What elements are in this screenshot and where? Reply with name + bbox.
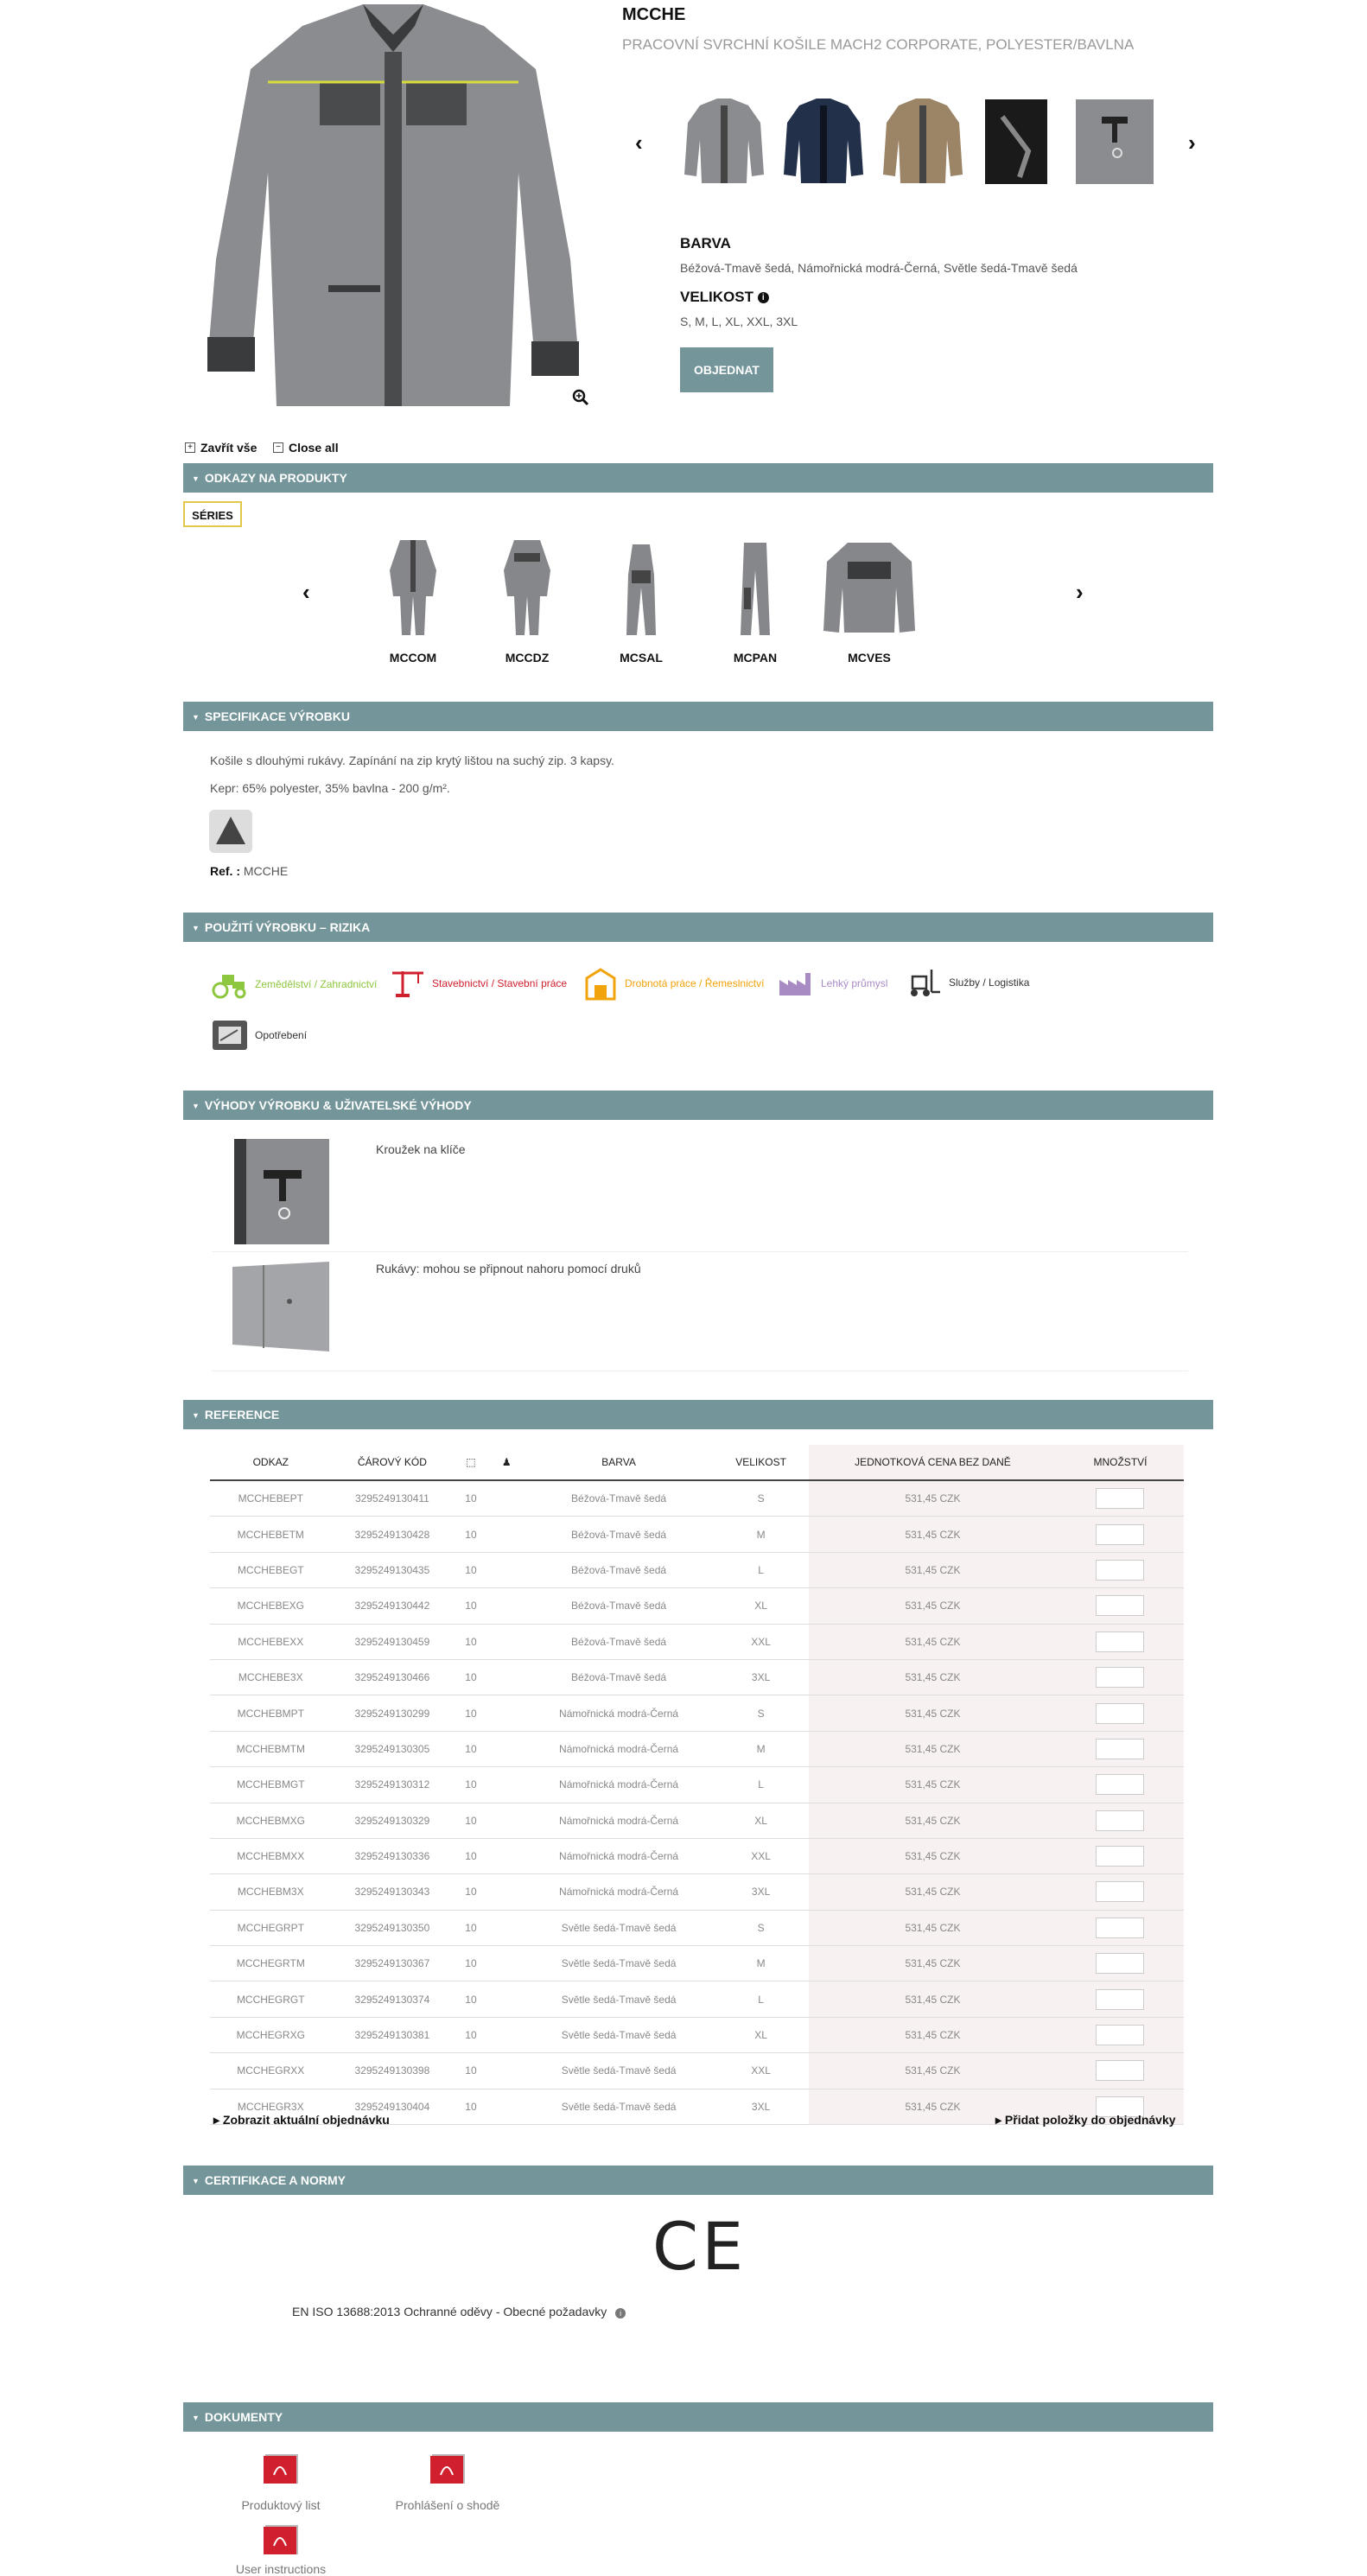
caret-down-icon: ▼ [192,713,200,722]
product-main-image[interactable] [190,0,596,415]
cell-empty [489,1517,525,1552]
cell-price: 531,45 CZK [809,1910,1057,1945]
cell-empty [489,2017,525,2052]
caret-down-icon: ▼ [192,924,200,933]
cell-size: XXL [713,2053,809,2089]
cell-quantity [1057,1624,1184,1659]
series-item-label: MCSAL [620,651,663,665]
trousers-image [725,536,785,639]
doc-label: Produktový list [241,2498,321,2512]
cell-size: L [713,1767,809,1803]
cell-quantity [1057,1517,1184,1552]
risk-label: Zemědělství / Zahradnictví [255,978,378,990]
cell-reference: MCCHEBEXG [210,1588,332,1624]
cell-color: Světle šedá-Tmavě šedá [525,1910,713,1945]
quantity-input[interactable] [1096,1739,1144,1759]
table-row [210,1946,1184,1981]
cell-size: XL [713,2017,809,2052]
cell-pack-qty: 10 [453,2017,488,2052]
cell-empty [489,2089,525,2124]
col-header-box-icon: ⬚ [453,1445,488,1480]
cell-barcode: 3295249130299 [332,1695,454,1731]
crane-icon [391,968,425,999]
cell-empty [489,1910,525,1945]
cell-empty [489,1981,525,2017]
cell-barcode: 3295249130404 [332,2089,454,2124]
cell-size: M [713,1731,809,1766]
cell-pack-qty: 10 [453,1588,488,1624]
expand-all-toggle[interactable] [185,441,257,455]
quantity-input[interactable] [1096,1595,1144,1616]
section-header-certs[interactable] [183,2166,1213,2195]
caret-down-icon: ▼ [192,474,200,484]
cell-size: M [713,1946,809,1981]
brand-triangle-icon [209,810,252,853]
thumbnail-grey[interactable] [683,97,766,187]
cell-empty [489,1874,525,1910]
pdf-icon [262,2452,300,2485]
cell-color: Námořnická modrá-Černá [525,1838,713,1873]
quantity-input[interactable] [1096,2025,1144,2045]
section-title: DOKUMENTY [204,2410,283,2424]
cell-barcode: 3295249130435 [332,1552,454,1587]
cell-pack-qty: 10 [453,1946,488,1981]
pdf-icon [262,2523,300,2556]
col-header: VELIKOST [713,1445,809,1480]
series-item-label: MCCDZ [505,651,550,665]
quantity-input[interactable] [1096,1631,1144,1652]
cell-price: 531,45 CZK [809,1659,1057,1695]
benefit-text: Kroužek na klíče [376,1142,466,1156]
quantity-input[interactable] [1096,1810,1144,1831]
cell-empty [489,1552,525,1587]
ce-mark: CE [652,2208,747,2285]
cell-price: 531,45 CZK [809,2089,1057,2124]
cell-pack-qty: 10 [453,1624,488,1659]
show-order-link[interactable]: ▸ Zobrazit aktuální objednávku [213,2113,390,2127]
section-header-benefits[interactable] [183,1091,1213,1120]
cell-barcode: 3295249130428 [332,1517,454,1552]
col-header: BARVA [525,1445,713,1480]
spec-description: Košile s dlouhými rukávy. Zapínání na zip krytý lištou na suchý zip. 3 kapsy. [210,754,614,767]
table-row [210,1767,1184,1803]
cell-quantity [1057,2053,1184,2089]
table-row [210,2017,1184,2052]
cell-price: 531,45 CZK [809,1767,1057,1803]
caret-down-icon: ▼ [192,2414,200,2423]
cell-quantity [1057,1803,1184,1838]
cell-empty [489,1695,525,1731]
cell-quantity [1057,2017,1184,2052]
col-header-person-icon: ♟ [489,1445,525,1480]
cell-price: 531,45 CZK [809,1946,1057,1981]
cell-color: Světle šedá-Tmavě šedá [525,1981,713,2017]
product-subtitle: PRACOVNÍ SVRCHNÍ KOŠILE MACH2 CORPORATE, POLYESTER/BAVLNA [622,36,1135,53]
cell-color: Béžová-Tmavě šedá [525,1552,713,1587]
cell-empty [489,1767,525,1803]
cell-price: 531,45 CZK [809,1838,1057,1873]
section-title: VÝHODY VÝROBKU & UŽIVATELSKÉ VÝHODY [204,1098,472,1112]
coverall-zip-image [497,536,557,639]
cell-size: 3XL [713,1874,809,1910]
cell-barcode: 3295249130374 [332,1981,454,2017]
table-row [210,1659,1184,1695]
add-to-order-link[interactable]: ▸ Přidat položky do objednávky [995,2113,1176,2127]
series-item-mccom[interactable] [361,536,465,665]
add-to-order-label: Přidat položky do objednávky [1004,2113,1176,2127]
color-values: Béžová-Tmavě šedá, Námořnická modrá-Černá, Světle šedá-Tmavě šedá [680,261,1078,275]
section-header-links[interactable] [183,463,1213,493]
section-title: ODKAZY NA PRODUKTY [204,471,347,485]
cell-quantity [1057,1552,1184,1587]
cell-quantity [1057,1588,1184,1624]
cell-price: 531,45 CZK [809,2017,1057,2052]
spec-material: Kepr: 65% polyester, 35% bavlna - 200 g/m². [210,781,450,795]
cell-reference: MCCHEBEPT [210,1480,332,1517]
col-header: ČÁROVÝ KÓD [332,1445,454,1480]
quantity-input[interactable] [1096,1524,1144,1545]
cell-pack-qty: 10 [453,2053,488,2089]
quantity-input[interactable] [1096,1488,1144,1509]
cell-color: Béžová-Tmavě šedá [525,1480,713,1517]
cell-barcode: 3295249130459 [332,1624,454,1659]
cell-size: XL [713,1588,809,1624]
risk-agriculture [212,970,377,999]
cell-pack-qty: 10 [453,1803,488,1838]
cell-reference: MCCHEGRPT [210,1910,332,1945]
series-item-mcpan[interactable] [703,536,807,665]
plus-icon: + [185,442,195,453]
coverall-image [383,536,443,639]
bib-overall-image [611,536,671,639]
series-next-arrow[interactable]: › [1076,579,1084,605]
norm-text: EN ISO 13688:2013 Ochranné oděvy - Obecné požadavky [292,2305,607,2318]
cell-empty [489,1659,525,1695]
series-item-mcsal[interactable] [589,536,693,665]
risk-crafts [583,966,764,1001]
cell-size: XXL [713,1838,809,1873]
cell-price: 531,45 CZK [809,1731,1057,1766]
cell-price: 531,45 CZK [809,1517,1057,1552]
collapse-all-toggle[interactable] [273,441,339,455]
cell-quantity [1057,1910,1184,1945]
quantity-input[interactable] [1096,1989,1144,2010]
cell-barcode: 3295249130466 [332,1659,454,1695]
cell-reference: MCCHEBEXX [210,1624,332,1659]
table-row [210,1552,1184,1587]
doc-user-instructions[interactable] [212,2523,350,2576]
cell-empty [489,1588,525,1624]
risk-label: Drobnotá práce / Řemeslnictví [625,977,765,989]
key-ring-image [234,1139,329,1244]
cell-reference: MCCHEBETM [210,1517,332,1552]
workshop-icon [583,966,618,1001]
benefit-row [212,1139,1188,1252]
quantity-input[interactable] [1096,1881,1144,1902]
cell-size: L [713,1552,809,1587]
info-icon[interactable]: i [758,292,769,303]
section-header-reference[interactable] [183,1400,1213,1429]
cell-pack-qty: 10 [453,1981,488,2017]
cell-size: S [713,1480,809,1517]
thumbnail-navy[interactable] [782,97,865,187]
cell-barcode: 3295249130367 [332,1946,454,1981]
cell-pack-qty: 10 [453,1910,488,1945]
cell-price: 531,45 CZK [809,2053,1057,2089]
caret-down-icon: ▼ [192,2177,200,2186]
quantity-input[interactable] [1096,1918,1144,1938]
quantity-input[interactable] [1096,1846,1144,1867]
cell-color: Béžová-Tmavě šedá [525,1659,713,1695]
cell-pack-qty: 10 [453,1731,488,1766]
cell-price: 531,45 CZK [809,1695,1057,1731]
cell-size: 3XL [713,2089,809,2124]
cell-barcode: 3295249130312 [332,1767,454,1803]
risk-light-industry [778,970,887,997]
cell-reference: MCCHEBMXX [210,1838,332,1873]
series-item-label: MCVES [848,651,891,665]
cell-price: 531,45 CZK [809,1981,1057,2017]
cell-size: S [713,1910,809,1945]
cell-reference: MCCHEBMTM [210,1731,332,1766]
cell-color: Světle šedá-Tmavě šedá [525,2053,713,2089]
cell-quantity [1057,1874,1184,1910]
series-item-label: MCCOM [389,651,437,665]
thumb-prev-arrow[interactable]: ‹ [635,130,643,156]
doc-product-sheet[interactable] [212,2452,350,2512]
doc-declaration[interactable] [378,2452,517,2512]
cell-color: Námořnická modrá-Černá [525,1767,713,1803]
table-row [210,1910,1184,1945]
show-order-label: Zobrazit aktuální objednávku [222,2113,390,2127]
jacket-image [822,536,917,639]
cell-empty [489,1731,525,1766]
cell-barcode: 3295249130350 [332,1910,454,1945]
forklift-icon [906,968,942,997]
zoom-icon[interactable] [572,389,589,406]
cell-color: Béžová-Tmavě šedá [525,1588,713,1624]
cell-pack-qty: 10 [453,1517,488,1552]
cell-size: XXL [713,1624,809,1659]
cell-pack-qty: 10 [453,1659,488,1695]
quantity-input[interactable] [1096,1953,1144,1974]
cell-color: Světle šedá-Tmavě šedá [525,2089,713,2124]
table-row [210,1624,1184,1659]
color-label: BARVA [680,235,731,251]
ref-value: MCCHE [243,864,289,878]
factory-icon [778,970,814,997]
quantity-input[interactable] [1096,1703,1144,1724]
cell-empty [489,1838,525,1873]
cell-barcode: 3295249130381 [332,2017,454,2052]
quantity-input[interactable] [1096,2060,1144,2081]
collapse-all-label: Close all [289,441,339,455]
cell-barcode: 3295249130398 [332,2053,454,2089]
benefit-text: Rukávy: mohou se připnout nahoru pomocí druků [376,1262,641,1275]
col-header: ODKAZ [210,1445,332,1480]
risk-logistics [906,968,1029,997]
cell-price: 531,45 CZK [809,1588,1057,1624]
cell-pack-qty: 10 [453,1838,488,1873]
cell-size: XL [713,1803,809,1838]
cell-barcode: 3295249130329 [332,1803,454,1838]
cell-barcode: 3295249130305 [332,1731,454,1766]
series-item-label: MCPAN [733,651,778,665]
cell-price: 531,45 CZK [809,1552,1057,1587]
thumb-next-arrow[interactable]: › [1188,130,1196,156]
cell-size: L [713,1981,809,2017]
cell-barcode: 3295249130343 [332,1874,454,1910]
pdf-icon [429,2452,467,2485]
section-title: SPECIFIKACE VÝROBKU [204,709,350,723]
table-row [210,1517,1184,1552]
order-button[interactable]: OBJEDNAT [680,347,773,392]
cell-quantity [1057,1480,1184,1517]
table-row [210,1981,1184,2017]
ref-line [210,864,288,878]
col-header: JEDNOTKOVÁ CENA BEZ DANĚ [809,1445,1057,1480]
cell-color: Námořnická modrá-Černá [525,1874,713,1910]
table-row [210,1874,1184,1910]
doc-label: User instructions [235,2562,327,2576]
info-icon[interactable]: i [615,2308,626,2318]
cell-empty [489,2053,525,2089]
minus-icon: − [273,442,283,453]
table-row [210,2053,1184,2089]
reference-table [210,1445,1184,2125]
cell-reference: MCCHEBE3X [210,1659,332,1695]
cell-reference: MCCHEBMXG [210,1803,332,1838]
section-title: CERTIFIKACE A NORMY [204,2173,346,2187]
cell-reference: MCCHEGRXG [210,2017,332,2052]
cell-pack-qty: 10 [453,2089,488,2124]
risk-label: Stavebnictví / Stavební práce [432,977,568,989]
thumbnail-key-ring[interactable] [1076,99,1154,184]
table-row [210,1731,1184,1766]
size-label [680,289,769,306]
quantity-input[interactable] [1096,1667,1144,1688]
abrasion-icon [212,1020,248,1051]
cell-color: Béžová-Tmavě šedá [525,1517,713,1552]
cell-color: Námořnická modrá-Černá [525,1695,713,1731]
cell-quantity [1057,1981,1184,2017]
cell-pack-qty: 10 [453,1480,488,1517]
section-header-usage[interactable] [183,913,1213,942]
quantity-input[interactable] [1096,1774,1144,1795]
cell-reference: MCCHEBEGT [210,1552,332,1587]
cell-color: Světle šedá-Tmavě šedá [525,2017,713,2052]
caret-down-icon: ▼ [192,1411,200,1421]
cell-size: S [713,1695,809,1731]
cell-reference: MCCHEGRTM [210,1946,332,1981]
section-title: REFERENCE [204,1408,280,1422]
cell-quantity [1057,1659,1184,1695]
cell-reference: MCCHEBMPT [210,1695,332,1731]
table-row [210,1695,1184,1731]
cell-pack-qty: 10 [453,1695,488,1731]
cell-barcode: 3295249130442 [332,1588,454,1624]
risk-label: Služby / Logistika [949,976,1030,989]
cell-color: Námořnická modrá-Černá [525,1731,713,1766]
tractor-icon [212,970,248,999]
cell-pack-qty: 10 [453,1874,488,1910]
risk-label: Lehký průmysl [821,977,888,989]
cell-reference: MCCHEGRGT [210,1981,332,2017]
cell-size: M [713,1517,809,1552]
cell-color: Světle šedá-Tmavě šedá [525,1946,713,1981]
cell-empty [489,1803,525,1838]
product-title: MCCHE [622,5,686,24]
cell-size: 3XL [713,1659,809,1695]
section-header-docs[interactable] [183,2402,1213,2432]
cell-pack-qty: 10 [453,1552,488,1587]
caret-down-icon: ▼ [192,1102,200,1111]
table-row [210,1480,1184,1517]
section-title: POUŽITÍ VÝROBKU – RIZIKA [204,920,371,934]
cell-quantity [1057,1838,1184,1873]
cell-color: Béžová-Tmavě šedá [525,1624,713,1659]
col-header: MNOŽSTVÍ [1057,1445,1184,1480]
thumbnail-detail-photo[interactable] [985,99,1047,184]
cell-empty [489,1624,525,1659]
cell-quantity [1057,1695,1184,1731]
cell-empty [489,1480,525,1517]
expand-all-label: Zavřít vše [200,441,258,455]
cell-quantity [1057,1946,1184,1981]
doc-label: Prohlášení o shodě [395,2498,500,2512]
norm-line [292,2305,626,2318]
sleeve-image [229,1258,333,1355]
thumbnail-beige[interactable] [881,97,964,187]
cell-pack-qty: 10 [453,1767,488,1803]
cell-barcode: 3295249130411 [332,1480,454,1517]
risk-label: Opotřebení [255,1029,308,1041]
cell-price: 531,45 CZK [809,1624,1057,1659]
series-tag[interactable]: SÉRIES [183,501,242,527]
series-item-mcves[interactable] [817,536,921,665]
cell-color: Námořnická modrá-Černá [525,1803,713,1838]
cell-price: 531,45 CZK [809,1480,1057,1517]
cell-barcode: 3295249130336 [332,1838,454,1873]
table-row [210,1588,1184,1624]
series-prev-arrow[interactable]: ‹ [302,579,310,605]
section-header-spec[interactable] [183,702,1213,731]
quantity-input[interactable] [1096,1560,1144,1581]
cell-reference: MCCHEBM3X [210,1874,332,1910]
cell-reference: MCCHEBMGT [210,1767,332,1803]
cell-reference: MCCHEGR3X [210,2089,332,2124]
cell-empty [489,1946,525,1981]
series-item-mccdz[interactable] [475,536,579,665]
cell-price: 531,45 CZK [809,1803,1057,1838]
benefit-row [212,1258,1188,1371]
table-row [210,1838,1184,1873]
table-header-row [210,1445,1184,1480]
table-row [210,1803,1184,1838]
cell-reference: MCCHEGRXX [210,2053,332,2089]
ref-label: Ref. : [210,864,240,878]
cell-price: 531,45 CZK [809,1874,1057,1910]
cell-quantity [1057,1731,1184,1766]
risk-construction [391,968,567,999]
risk-wear [212,1020,307,1051]
cell-quantity [1057,1767,1184,1803]
size-label-text: VELIKOST [680,289,754,305]
size-values: S, M, L, XL, XXL, 3XL [680,315,798,328]
